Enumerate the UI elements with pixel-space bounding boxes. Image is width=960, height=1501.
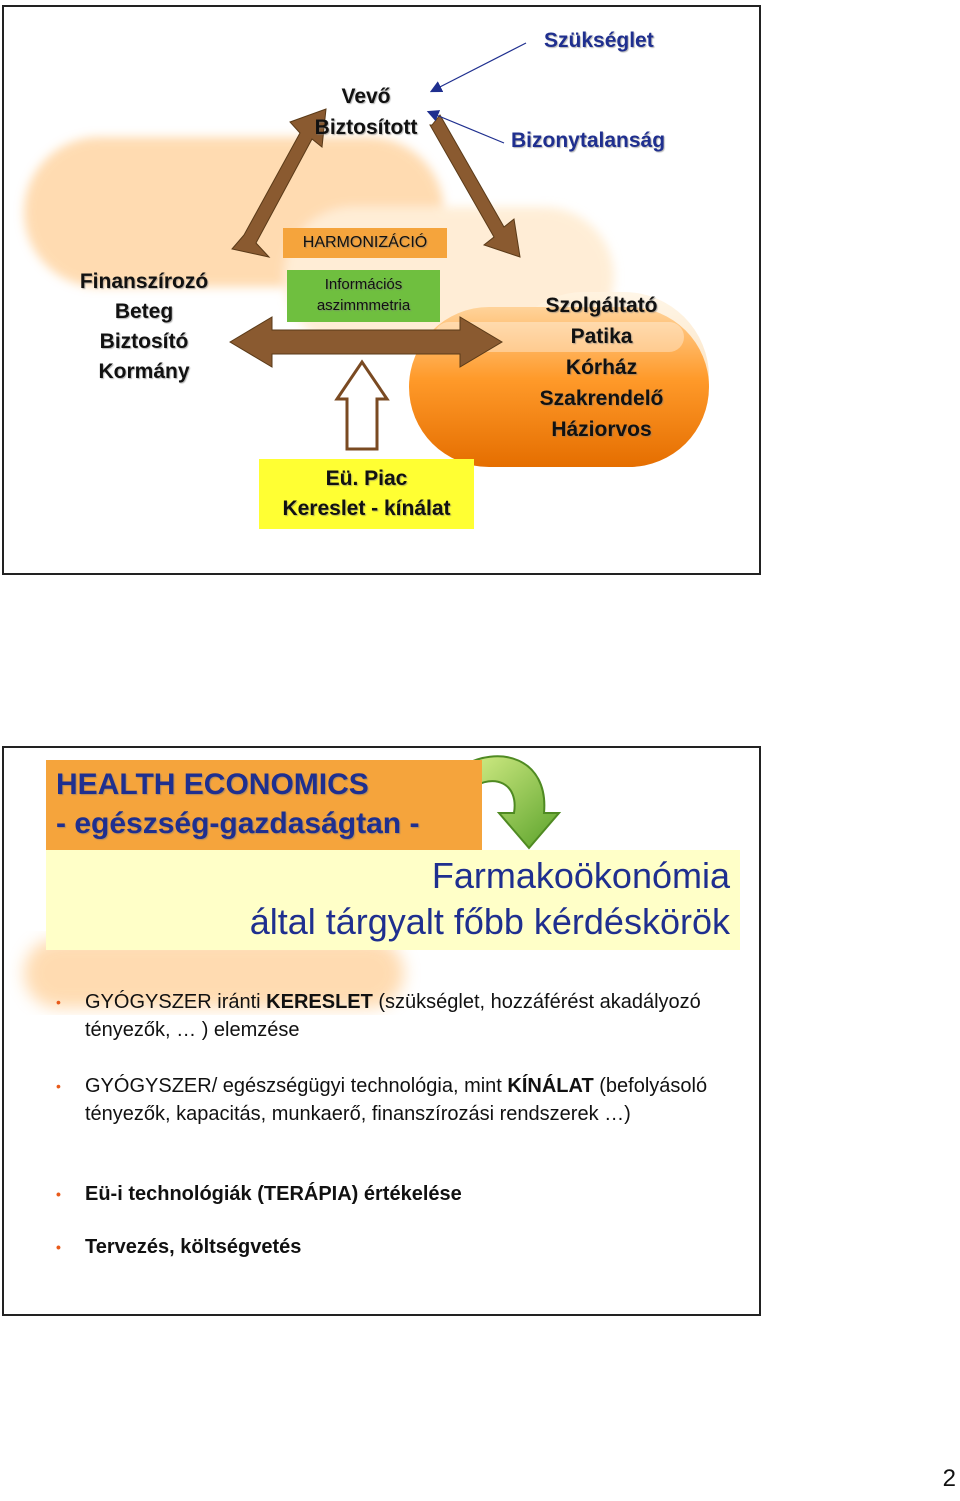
bullet-item [56, 1233, 726, 1261]
header-title: HEALTH ECONOMICS [56, 768, 369, 801]
harmonizacio-label: HARMONIZÁCIÓ [302, 234, 428, 251]
left-item-finanszirozo: Finanszírozó [79, 270, 209, 293]
bullet-dot-icon: • [56, 1078, 61, 1094]
bullet-dot-icon: • [56, 994, 61, 1010]
left-group [54, 267, 234, 387]
bullet-text-3: Eü-i technológiák (TERÁPIA) értékelése [85, 1183, 462, 1205]
left-item-biztosito: Biztosító [99, 330, 189, 353]
informacios-line-1: Információs [324, 276, 403, 293]
subtitle-line-2: által tárgyalt főbb kérdéskörök [249, 901, 730, 942]
bullet-dot-icon: • [56, 1186, 61, 1202]
bizonytalansag-label: Bizonytalanság [511, 129, 666, 152]
eu-piac-line-1: Eü. Piac [325, 467, 408, 490]
informacios-box [287, 270, 440, 322]
slide-2 [2, 746, 761, 1316]
bullet-item [56, 1072, 726, 1128]
right-item-patika: Patika [570, 325, 633, 348]
page-number: 2 [942, 1465, 956, 1492]
right-item-haziorvos: Háziorvos [551, 418, 652, 441]
bullet-text-4: Tervezés, költségvetés [85, 1236, 302, 1258]
bullet-text-2: GYÓGYSZER/ egészségügyi technológia, mint KÍNÁLAT (befolyásoló tényezők, kapacitás, munkaerő, finanszírozási rendszerek …) [85, 1075, 708, 1125]
eu-piac-box [259, 459, 474, 529]
left-item-kormany: Kormány [98, 360, 190, 383]
right-item-szolgaltato: Szolgáltató [545, 294, 658, 317]
szukseglet-label: Szükséglet [544, 29, 654, 52]
harmonizacio-box [283, 228, 447, 258]
vevo-label: Vevő [341, 85, 391, 108]
left-item-beteg: Beteg [114, 300, 174, 323]
bullet-text-1: GYÓGYSZER iránti KERESLET (szükséglet, hozzáférést akadályozó tényezők, … ) elemzése [85, 991, 701, 1041]
bullet-dot-icon: • [56, 1239, 61, 1255]
bullet-item [56, 988, 726, 1044]
right-group [509, 290, 694, 445]
slide-1 [2, 5, 761, 575]
biztositott-label: Biztosított [314, 116, 418, 139]
vevo-group [286, 81, 446, 143]
header-box [46, 760, 482, 850]
header-subtitle: - egészség-gazdaságtan - [56, 807, 420, 840]
right-item-korhaz: Kórház [565, 356, 638, 379]
bullet-item [56, 1180, 726, 1208]
subtitle-box [46, 850, 740, 950]
right-item-szakrendelo: Szakrendelő [539, 387, 664, 410]
informacios-line-2: aszimmmetria [316, 297, 411, 314]
subtitle-line-1: Farmakoökonómia [431, 855, 730, 896]
eu-piac-line-2: Kereslet - kínálat [282, 497, 451, 520]
